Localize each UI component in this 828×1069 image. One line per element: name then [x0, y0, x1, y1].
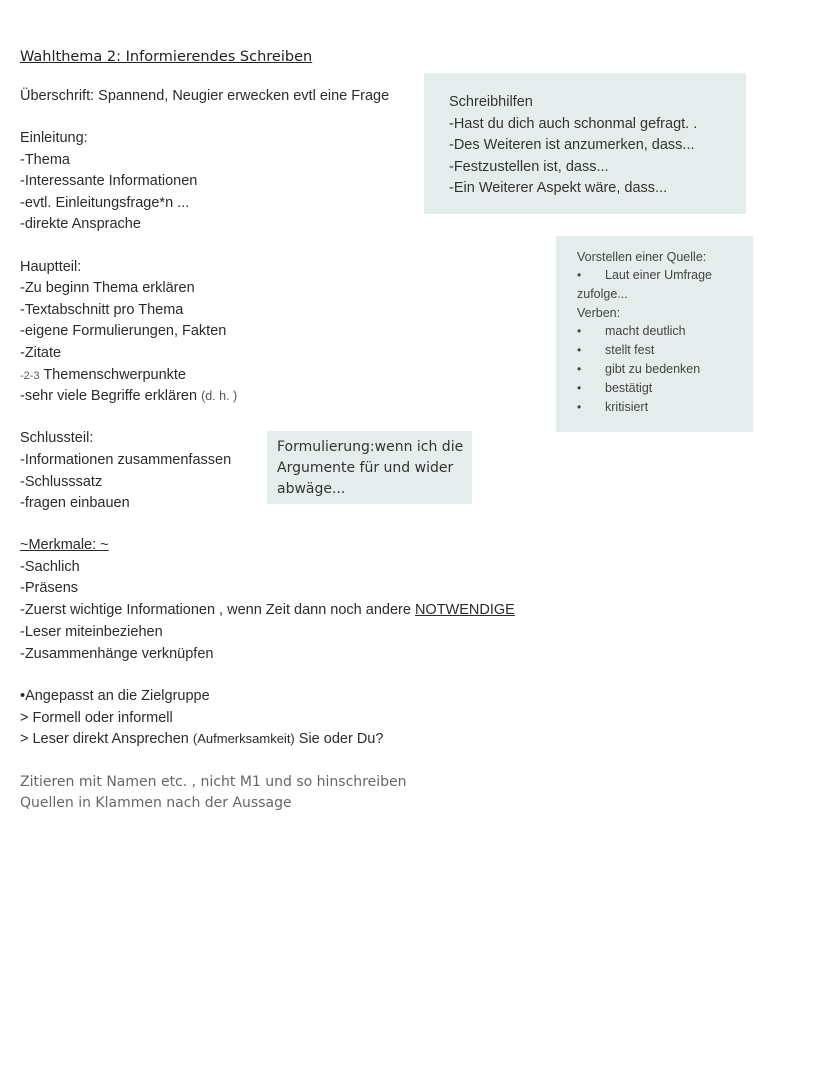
zitieren-line: Zitieren mit Namen etc. , nicht M1 und so hinschreiben	[20, 774, 407, 790]
ueberschrift-line: Überschrift: Spannend, Neugier erwecken evtl eine Frage	[20, 88, 390, 104]
quelle-umfrage-2: zufolge...	[577, 287, 628, 301]
hauptteil-schwerpunkte	[20, 366, 186, 385]
schreibhilfen-item: -Des Weiteren ist anzumerken, dass...	[449, 137, 695, 153]
begriffe-suffix: (d. h. )	[201, 389, 238, 403]
quelle-umfrage-1: Laut einer Umfrage	[605, 268, 713, 282]
einleitung-item: -Interessante Informationen	[20, 173, 198, 189]
hauptteil-begriffe	[20, 387, 237, 405]
quelle-box	[556, 236, 753, 432]
schwerpunkte-text: Themenschwerpunkte	[39, 367, 186, 383]
schreibhilfen-item: -Festzustellen ist, dass...	[449, 159, 609, 175]
einleitung-heading: Einleitung:	[20, 130, 88, 146]
leser-suffix: Sie oder Du?	[294, 731, 384, 747]
verb-item: macht deutlich	[605, 324, 686, 338]
schlussteil-heading: Schlussteil:	[20, 430, 94, 446]
merkmale-item: -Leser miteinbeziehen	[20, 624, 163, 640]
hauptteil-item: -Zu beginn Thema erklären	[20, 280, 195, 296]
bullet-icon: •	[577, 343, 582, 357]
einleitung-item: -Thema	[20, 152, 70, 168]
merkmale-wichtig	[20, 601, 515, 619]
bullet-icon: •	[577, 400, 582, 414]
verben-heading: Verben:	[577, 306, 621, 320]
hauptteil-item: -Textabschnitt pro Thema	[20, 302, 184, 318]
merkmale-item: -Präsens	[20, 580, 79, 596]
zielgruppe-formell: > Formell oder informell	[20, 710, 173, 726]
einleitung-item: -direkte Ansprache	[20, 216, 141, 232]
wichtig-text: -Zuerst wichtige Informationen , wenn Zeit dann noch andere	[20, 602, 415, 618]
formulierung-line: Argumente für und wider	[277, 460, 454, 476]
merkmale-item: -Sachlich	[20, 559, 80, 575]
schlussteil-item: -Informationen zusammenfassen	[20, 452, 232, 468]
leser-paren: (Aufmerksamkeit)	[192, 731, 295, 746]
schreibhilfen-box	[424, 73, 746, 214]
schreibhilfen-item: -Ein Weiterer Aspekt wäre, dass...	[449, 180, 668, 196]
bullet-icon: •	[577, 324, 582, 338]
schreibhilfen-heading: Schreibhilfen	[449, 94, 533, 110]
schreibhilfen-item: -Hast du dich auch schonmal gefragt. .	[449, 116, 698, 132]
merkmale-heading: ~Merkmale: ~	[20, 537, 109, 553]
verb-item: kritisiert	[605, 400, 649, 414]
bullet-icon: •	[577, 268, 582, 282]
page-title: Wahlthema 2: Informierendes Schreiben	[20, 49, 313, 65]
hauptteil-item: -Zitate	[20, 345, 62, 361]
bullet-icon: •	[577, 381, 582, 395]
schlussteil-item: -Schlusssatz	[20, 474, 103, 490]
quelle-heading: Vorstellen einer Quelle:	[577, 250, 707, 264]
formulierung-box	[267, 431, 472, 504]
verb-item: bestätigt	[605, 381, 653, 395]
schlussteil-item: -fragen einbauen	[20, 495, 130, 511]
leser-prefix: > Leser direkt Ansprechen	[20, 731, 193, 747]
schwerpunkte-prefix: -2-3	[20, 370, 40, 382]
begriffe-text: -sehr viele Begriffe erklären	[20, 388, 202, 404]
zitieren-line: Quellen in Klammen nach der Aussage	[20, 795, 292, 811]
einleitung-item: -evtl. Einleitungsfrage*n ...	[20, 195, 190, 211]
hauptteil-heading: Hauptteil:	[20, 259, 82, 275]
zielgruppe-leser	[20, 730, 383, 748]
verb-item: gibt zu bedenken	[605, 362, 701, 376]
bullet-icon: •	[577, 362, 582, 376]
hauptteil-item: -eigene Formulierungen, Fakten	[20, 323, 227, 339]
verb-item: stellt fest	[605, 343, 655, 357]
formulierung-line: abwäge...	[277, 481, 346, 497]
merkmale-item: -Zusammenhänge verknüpfen	[20, 646, 214, 662]
wichtig-underlined: NOTWENDIGE	[414, 602, 515, 618]
formulierung-line: Formulierung:wenn ich die	[277, 439, 464, 455]
zielgruppe-heading: •Angepasst an die Zielgruppe	[20, 688, 210, 704]
